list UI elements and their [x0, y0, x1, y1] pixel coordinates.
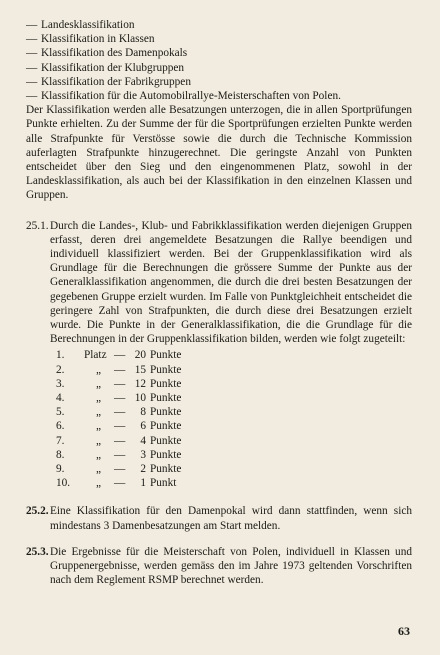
dash: — — [114, 377, 126, 390]
points-value: 4 — [140, 434, 146, 447]
points-row — [56, 391, 412, 405]
rank: 2. — [56, 363, 65, 376]
points-unit: Punkte — [150, 420, 182, 433]
section-body — [50, 219, 412, 491]
points-value: 6 — [140, 420, 146, 433]
list-item — [26, 89, 412, 103]
points-table — [56, 348, 412, 490]
intro-paragraph: Der Klassifikation werden alle Besatzungen unterzogen, die in allen Sportprüfungen Punkte erhielten. Zu der Summe der für die Sportprüfungen erzielten Punkte werden alle Strafpunkte für Verstösse sowie die durch die Technische Kommission auferlagten Strafpunkte hinzugerechnet. Die geringste Anzahl von Punkten entscheidet über den Sieg und den eingenommenen Platz, sowohl in der Landesklassifikation, als auch bei der Klassifikation in den einzelnen Klassen und Gruppen. — [26, 104, 412, 202]
dash: — — [114, 420, 126, 433]
dash: — — [114, 392, 126, 405]
points-unit: Punkte — [150, 377, 182, 390]
list-item — [26, 32, 412, 46]
section-number: 25.2. — [26, 505, 49, 518]
list-item-text: Klassifikation für die Automobilrallye-Meisterschaften von Polen. — [41, 90, 341, 103]
points-row — [56, 448, 412, 462]
place-label: Platz — [84, 349, 107, 362]
ditto-mark: „ — [96, 434, 102, 447]
points-unit: Punkte — [150, 434, 182, 447]
list-dash: — — [26, 61, 38, 74]
list-dash: — — [26, 75, 38, 88]
points-value: 15 — [134, 363, 146, 376]
section-number: 25.3. — [26, 545, 49, 558]
points-row — [56, 348, 412, 362]
ditto-mark: „ — [96, 392, 102, 405]
points-value: 12 — [134, 377, 146, 390]
rank: 4. — [56, 392, 65, 405]
dash: — — [114, 448, 126, 461]
points-row — [56, 434, 412, 448]
points-value: 2 — [140, 462, 146, 475]
points-unit: Punkte — [150, 392, 182, 405]
list-item-text: Landesklassifikation — [41, 19, 135, 31]
points-unit: Punkte — [150, 349, 182, 362]
list-item-text: Klassifikation der Klubgruppen — [41, 61, 185, 74]
list-item-text: Klassifikation der Fabrikgruppen — [41, 75, 191, 88]
ditto-mark: „ — [96, 462, 102, 475]
rank: 6. — [56, 420, 65, 433]
points-row — [56, 462, 412, 476]
dash: — — [114, 349, 126, 362]
points-row — [56, 405, 412, 419]
section-text: Durch die Landes-, Klub- und Fabrikklassifikation werden diejenigen Gruppen erfasst, deren drei angemeldete Besatzungen die Rallye beendigen und individuell klassifiziert werden. Bei der Gruppenklassifikation wird als Grundlage für die Berechnungen die grössere Summe der Punkte aus der Generalklassifikation angenommen, die durch die drei besten Besatzungen der gegebenen Gruppe erzielt wurden. Im Falle von Punktgleichheit entscheidet die geringere Zahl von Strafpunkten, die durch diese drei Besatzungen erzielt wurde. Die Punkte in der Generalklassifikation, die die Grundlage für die Berechnungen in der Gruppenklassifikation bilden, werden wie folgt zugeteilt: — [50, 219, 412, 346]
points-value: 10 — [134, 392, 146, 405]
points-value: 8 — [140, 406, 146, 419]
ditto-mark: „ — [96, 377, 102, 390]
points-row — [56, 363, 412, 377]
list-dash: — — [26, 19, 38, 31]
points-value: 1 — [140, 477, 146, 490]
dash: — — [114, 462, 126, 475]
points-unit: Punkte — [150, 363, 182, 376]
list-item — [26, 75, 412, 89]
list-item-text: Klassifikation in Klassen — [41, 33, 155, 46]
points-unit: Punkte — [150, 462, 182, 475]
rank: 7. — [56, 434, 65, 447]
points-unit: Punkt — [150, 477, 177, 490]
list-item-text: Klassifikation des Damenpokals — [41, 47, 188, 60]
points-value: 20 — [134, 349, 146, 362]
rank: 1. — [56, 349, 65, 362]
rank: 10. — [56, 477, 71, 490]
section-25-2 — [26, 504, 412, 532]
dash: — — [114, 406, 126, 419]
ditto-mark: „ — [96, 363, 102, 376]
points-value: 3 — [140, 448, 146, 461]
list-dash: — — [26, 33, 38, 46]
ditto-mark: „ — [96, 420, 102, 433]
ditto-mark: „ — [96, 477, 102, 490]
points-unit: Punkte — [150, 406, 182, 419]
section-number: 25.1. — [26, 219, 49, 232]
dash: — — [114, 434, 126, 447]
points-row — [56, 377, 412, 391]
list-item — [26, 18, 412, 32]
rank: 9. — [56, 462, 65, 475]
section-text: Eine Klassifikation für den Damenpokal wird dann stattfinden, wenn sich mindestans 3 Damenbesatzungen am Start melden. — [50, 505, 412, 532]
page-number: 63 — [398, 624, 410, 638]
list-item — [26, 61, 412, 75]
list-dash: — — [26, 47, 38, 60]
section-text: Die Ergebnisse für die Meisterschaft von Polen, individuell in Klassen und Gruppenergebnisse, werden gemäss den im Jahre 1973 geltenden Vorschriften nach dem Reglement RSMP berechnet werden. — [50, 545, 412, 587]
ditto-mark: „ — [96, 448, 102, 461]
dash: — — [114, 477, 126, 490]
dash: — — [114, 363, 126, 376]
list-item — [26, 46, 412, 60]
points-row — [56, 476, 412, 490]
rank: 5. — [56, 406, 65, 419]
rank: 8. — [56, 448, 65, 461]
rank: 3. — [56, 377, 65, 390]
classification-list — [26, 18, 412, 103]
list-dash: — — [26, 90, 38, 103]
section-25-3 — [26, 545, 412, 588]
points-row — [56, 419, 412, 433]
section-25-1 — [26, 219, 412, 491]
ditto-mark: „ — [96, 406, 102, 419]
points-unit: Punkte — [150, 448, 182, 461]
